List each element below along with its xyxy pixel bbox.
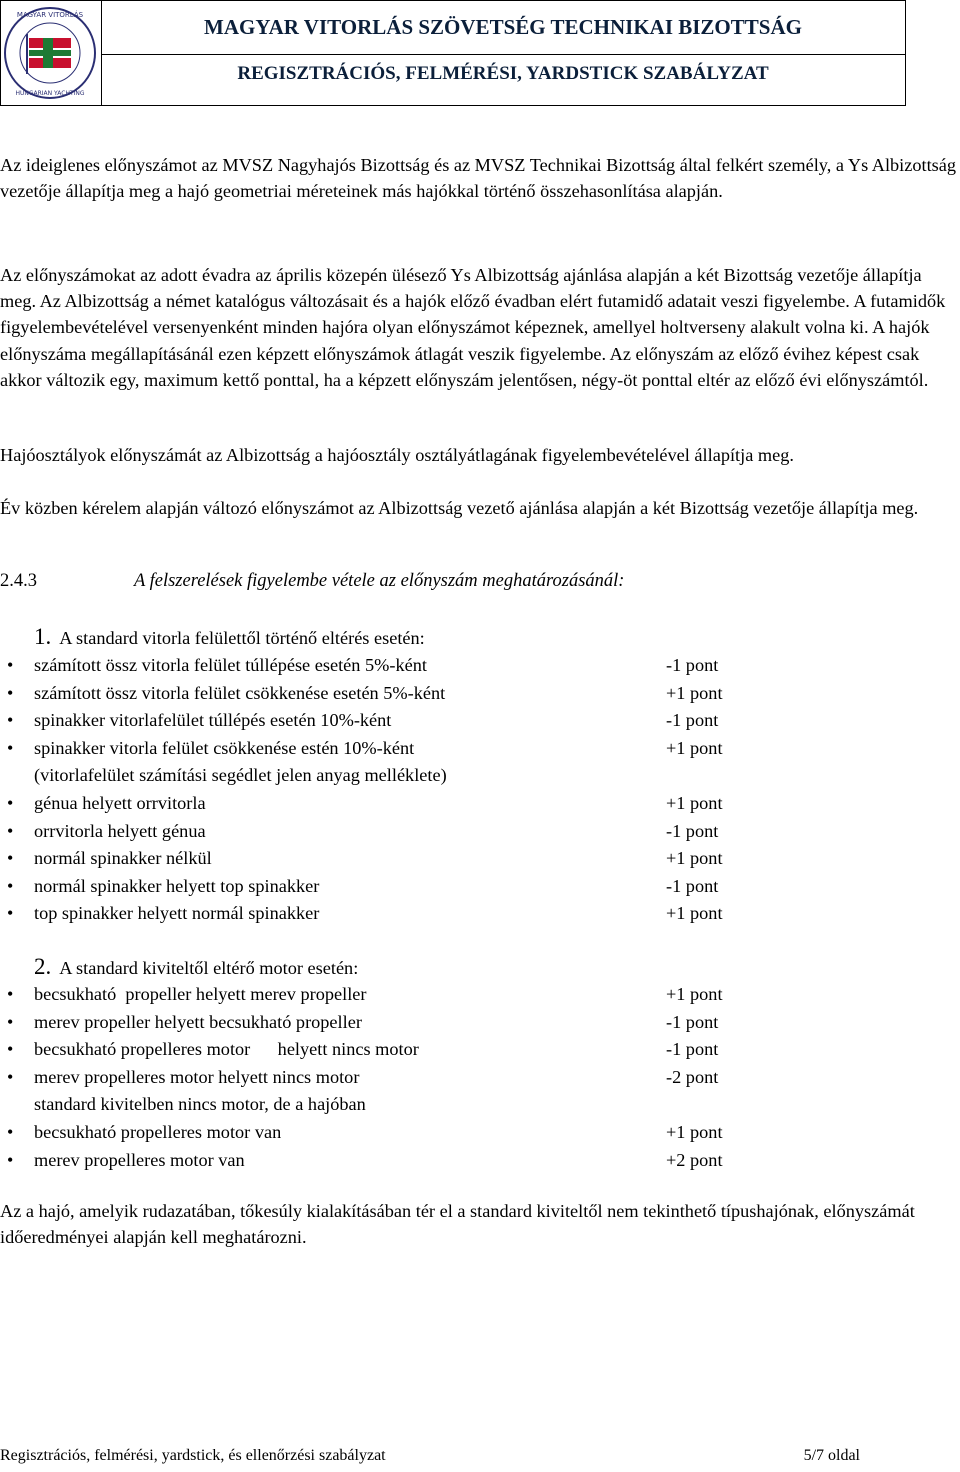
bullet-icon: • [7,710,14,731]
paragraph-4: Év közben kérelem alapján változó előnyszámot az Albizottság vezető ajánlása alapján a két Bizottság vezetője állapítja meg. [0,498,919,518]
paragraph-1: Az ideiglenes előnyszámot az MVSZ Nagyhajós Bizottság és az MVSZ Technikai Bizottság által felkért személy, a Ys Albizottság vezetője állapítja meg a hajó geometriai méreteinek más hajókkal történő összehasonlítása alapján. [0,155,957,202]
list2-number: 2. [34,954,52,979]
list-item [0,765,960,791]
list-item-points: -1 pont [666,820,719,841]
bullet-icon: • [7,682,14,703]
list-item [0,793,960,819]
list-item-points: +1 pont [666,984,723,1004]
list2-heading-text: A standard kiviteltől eltérő motor esetén: [59,958,359,978]
list-item [0,683,960,709]
list1-number: 1. [34,624,52,649]
list-item-text: spinakker vitorla felület csökkenése estén 10%-ként [34,737,415,758]
list-item-points: -1 pont [666,710,719,731]
header-title: MAGYAR VITORLÁS SZÖVETSÉG TECHNIKAI BIZOTTSÁG [204,15,802,39]
list-item [0,848,960,874]
document-header [0,0,906,106]
bullet-icon: • [7,655,14,675]
bullet-icon: • [7,848,14,869]
page-number: 5/7 oldal [803,1447,860,1464]
bullet-icon: • [7,793,14,813]
bullet-icon: • [7,820,14,841]
list-item [0,1067,960,1093]
list-item [0,1039,960,1065]
bullet-icon: • [7,1149,14,1170]
list-item-points: +1 pont [666,1122,723,1142]
paragraph-3: Hajóosztályok előnyszámát az Albizottság a hajóosztály osztályátlagának figyelembevételével állapítja meg. [0,445,794,465]
list-item [0,984,960,1010]
paragraph-2: Az előnyszámokat az adott évadra az április közepén ülésező Ys Albizottság ajánlása alapján a két Bizottság vezetője állapítja meg. Az Albizottság a német katalógus változásait és a hajók előző évadban elért futamidő adatait veszi figyelembe. A futamidők figyelembevételével versenyenként minden hajóra olyan előnyszámot képeznek, amellyel holtverseny alakult volna ki. A hajók előnyszáma megállapításánál ezen képzett előnyszámok átlagát veszik figyelembe. Az előnyszám az előző évihez képest csak akkor változik egy, maximum kettő ponttal, ha a képzett előnyszám jelentősen, négy-öt ponttal eltér az előző évi előnyszámtól. [0,265,946,390]
bullet-icon: • [7,984,14,1004]
logo-cell [1,1,102,105]
list-item-text: top spinakker helyett normál spinakker [34,903,320,924]
list-item-text: génua helyett orrvitorla [34,793,206,813]
list-item [0,876,960,902]
list-item [0,821,960,847]
list-item-points: -1 pont [666,875,719,896]
section-number: 2.4.3 [0,571,37,591]
list-item-text: becsukható propelleres motor van [34,1122,282,1142]
list-item-points: +1 pont [666,903,723,924]
list-item [0,710,960,736]
header-divider [101,54,905,55]
list-item-text: standard kivitelben nincs motor, de a hajóban [34,1094,366,1115]
list1-heading [34,624,425,650]
bullet-icon: • [7,1011,14,1032]
list-item-text: normál spinakker helyett top spinakker [34,875,320,896]
bullet-icon: • [7,1066,14,1087]
list-item-text: becsukható propelleres motor helyett nincs motor [34,1039,419,1060]
bullet-icon: • [7,737,14,758]
list-item [0,738,960,764]
list-item-points: -1 pont [666,1011,719,1032]
section-title: A felszerelések figyelembe vétele az előnyszám meghatározásánál: [134,571,625,591]
header-subtitle: REGISZTRÁCIÓS, FELMÉRÉSI, YARDSTICK SZABÁLYZAT [237,63,769,84]
list-item-points: +1 pont [666,737,723,758]
list-item [0,1094,960,1120]
bullet-icon: • [7,1039,14,1060]
list-item-points: +2 pont [666,1149,723,1170]
list-item-text: merev propeller helyett becsukható propeller [34,1011,362,1032]
list-item [0,1012,960,1038]
svg-text:HUNGARIAN YACHTING: HUNGARIAN YACHTING [15,90,85,97]
list-item [0,655,960,681]
section-heading [0,571,624,592]
list-item-points: -1 pont [666,655,719,675]
list-item-text: merev propelleres motor helyett nincs motor [34,1066,360,1087]
list-item-points: +1 pont [666,848,723,869]
list-item-points: -1 pont [666,1039,719,1060]
closing-paragraph: Az a hajó, amelyik rudazatában, tőkesúly kialakításában tér el a standard kiviteltől nem tekinthető típushajónak, előnyszámát időeredményei alapján kell meghatározni. [0,1201,915,1248]
list-item-points: +1 pont [666,793,723,813]
association-logo [3,4,97,102]
bullet-icon: • [7,903,14,924]
list1-heading-text: A standard vitorla felülettől történő eltérés esetén: [59,628,425,648]
bullet-icon: • [7,875,14,896]
list-item-text: számított össz vitorla felület túllépése esetén 5%-ként [34,655,427,675]
list2-heading [34,954,358,980]
bullet-icon: • [7,1122,14,1142]
list-item [0,1150,960,1176]
list-item-points: -2 pont [666,1066,719,1087]
list-item-text: számított össz vitorla felület csökkenése esetén 5%-ként [34,682,446,703]
page-footer [0,1447,860,1465]
footer-title: Regisztrációs, felmérési, yardstick, és ellenőrzési szabályzat [0,1447,386,1464]
list-item [0,903,960,929]
list-item [0,1122,960,1148]
list-item-text: (vitorlafelület számítási segédlet jelen anyag melléklete) [34,765,447,786]
list-item-text: orrvitorla helyett génua [34,820,206,841]
svg-text:MAGYAR VITORLÁS: MAGYAR VITORLÁS [16,11,84,19]
list-item-points: +1 pont [666,682,723,703]
list-item-text: normál spinakker nélkül [34,848,212,869]
list-item-text: merev propelleres motor van [34,1149,245,1170]
list-item-text: becsukható propeller helyett merev propeller [34,984,367,1004]
list-item-text: spinakker vitorlafelület túllépés esetén 10%-ként [34,710,392,731]
